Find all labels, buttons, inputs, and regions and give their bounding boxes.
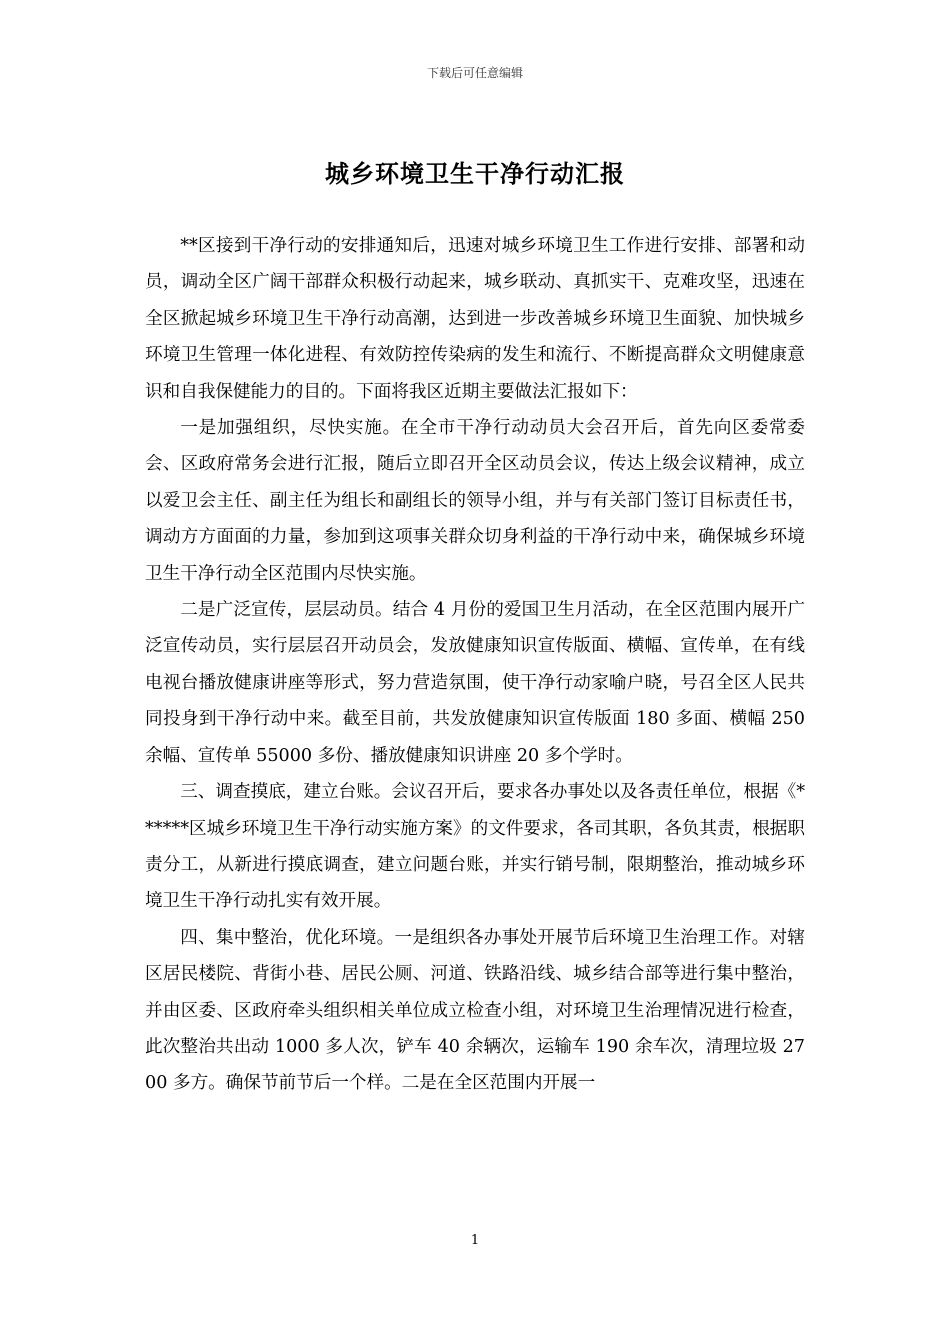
- paragraph-rectification: 四、集中整治，优化环境。一是组织各办事处开展节后环境卫生治理工作。对辖区居民楼院、背街小巷、居民公厕、河道、铁路沿线、城乡结合部等进行集中整治，并由区委、区政府牵头组织相关单位成立检查小组，对环境卫生治理情况进行检查，此次整治共出动 1000 多人次，铲车 40 余辆次，运输车 190 余车次，清理垃圾 2700 多方。确保节前节后一个样。二是在全区范围内开展一: [145, 927, 805, 1094]
- paragraph-publicity: 二是广泛宣传，层层动员。结合 4 月份的爱国卫生月活动，在全区范围内展开广泛宣传动员，实行层层召开动员会，发放健康知识宣传版面、横幅、宣传单，在有线电视台播放健康讲座等形式，努力营造氛围，使干净行动家喻户晓，号召全区人民共同投身到干净行动中来。截至目前，共发放健康知识宣传版面 180 多面、横幅 250 余幅、宣传单 55000 多份、播放健康知识讲座 20 多个学时。: [145, 600, 805, 766]
- page-number: 1: [470, 1233, 480, 1248]
- paragraph-organization: 一是加强组织，尽快实施。在全市干净行动动员大会召开后，首先向区委常委会、区政府常务会进行汇报，随后立即召开全区动员会议，传达上级会议精神，成立以爱卫会主任、副主任为组长和副组长的领导小组，并与有关部门签订目标责任书，调动方方面面的力量，参加到这项事关群众切身利益的干净行动中来，确保城乡环境卫生干净行动全区范围内尽快实施。: [145, 418, 805, 584]
- document-title: 城乡环境卫生干净行动汇报: [325, 159, 625, 188]
- paragraph-intro: **区接到干净行动的安排通知后，迅速对城乡环境卫生工作进行安排、部署和动员，调动全区广阔干部群众积极行动起来，城乡联动、真抓实干、克难攻坚，迅速在全区掀起城乡环境卫生干净行动高潮，达到进一步改善城乡环境卫生面貌、加快城乡环境卫生管理一体化进程、有效防控传染病的发生和流行、不断提高群众文明健康意识和自我保健能力的目的。下面将我区近期主要做法汇报如下：: [145, 236, 805, 402]
- paragraph-survey: 三、调查摸底，建立台账。会议召开后，要求各办事处以及各责任单位，根据《******区城乡环境卫生干净行动实施方案》的文件要求，各司其职，各负其责，根据职责分工，从新进行摸底调查，建立问题台账，并实行销号制，限期整治，推动城乡环境卫生干净行动扎实有效开展。: [145, 782, 805, 912]
- page-header-note: 下载后可任意编辑: [426, 66, 523, 80]
- document-body: [145, 228, 805, 1102]
